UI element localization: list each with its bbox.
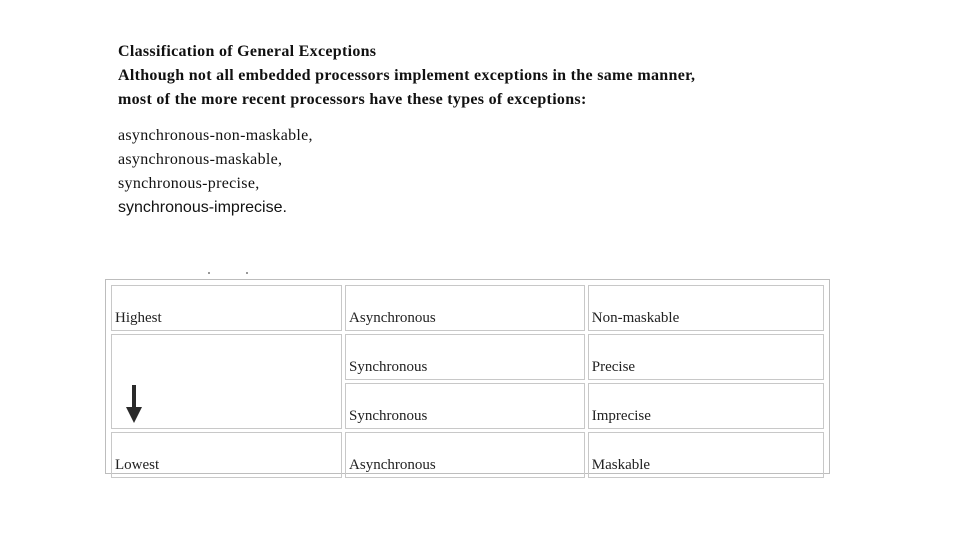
- priority-cell: Highest: [111, 285, 342, 331]
- subtype-cell: Imprecise: [588, 383, 824, 429]
- table-row: [111, 334, 824, 380]
- type-cell: Asynchronous: [345, 432, 585, 478]
- type-cell: Asynchronous: [345, 285, 585, 331]
- spacer: [118, 112, 878, 124]
- table-row: [111, 432, 824, 478]
- type-item: asynchronous-non-maskable,: [118, 127, 313, 144]
- type-cell: Synchronous: [345, 334, 585, 380]
- scan-artifact: [208, 272, 258, 276]
- subtype-cell: Precise: [588, 334, 824, 380]
- priority-arrow-cell: [111, 334, 342, 429]
- type-item: asynchronous-maskable,: [118, 151, 283, 168]
- heading: Classification of General Exceptions: [118, 43, 377, 60]
- text-block: [118, 40, 878, 220]
- type-item: synchronous-imprecise.: [118, 199, 287, 216]
- type-item: synchronous-precise,: [118, 175, 260, 192]
- exception-priority-table: [105, 279, 830, 474]
- subtype-cell: Non-maskable: [588, 285, 824, 331]
- intro-line-2: most of the more recent processors have these types of exceptions:: [118, 91, 587, 108]
- exception-table: [108, 282, 827, 481]
- intro-line-1: Although not all embedded processors implement exceptions in the same manner,: [118, 67, 696, 84]
- type-cell: Synchronous: [345, 383, 585, 429]
- subtype-cell: Maskable: [588, 432, 824, 478]
- down-arrow-icon: [125, 385, 143, 425]
- table-row: [111, 285, 824, 331]
- priority-cell: Lowest: [111, 432, 342, 478]
